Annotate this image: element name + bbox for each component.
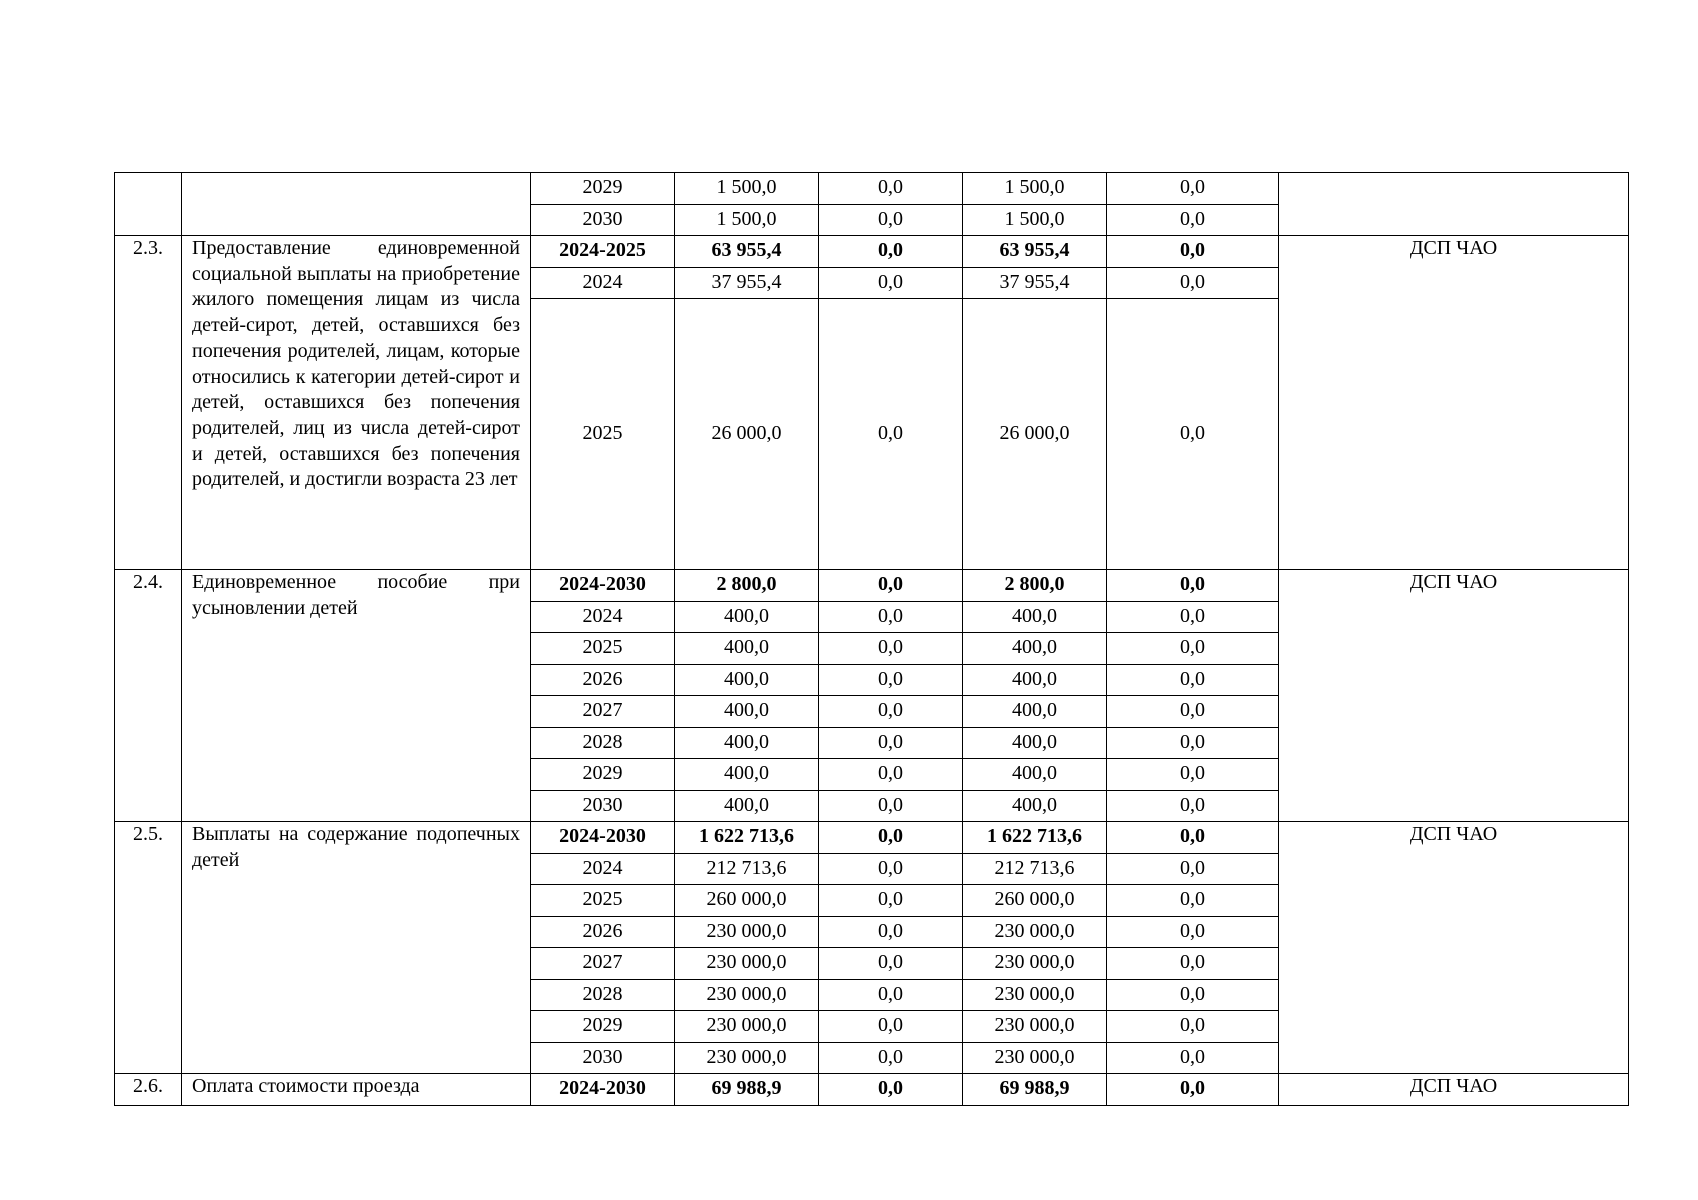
federal-budget-cell: 0,0	[819, 853, 963, 885]
total-cell: 69 988,9	[675, 1074, 819, 1106]
other-sources-cell: 0,0	[1107, 885, 1279, 917]
total-cell: 400,0	[675, 664, 819, 696]
federal-budget-cell: 0,0	[819, 822, 963, 854]
year-cell: 2029	[531, 173, 675, 205]
federal-budget-cell: 0,0	[819, 916, 963, 948]
total-cell: 400,0	[675, 727, 819, 759]
federal-budget-cell: 0,0	[819, 173, 963, 205]
federal-budget-cell: 0,0	[819, 570, 963, 602]
year-cell: 2030	[531, 790, 675, 822]
funding-table	[114, 172, 1629, 1106]
total-cell: 26 000,0	[675, 299, 819, 570]
federal-budget-cell: 0,0	[819, 759, 963, 791]
item-number: 2.3.	[115, 236, 182, 570]
federal-budget-cell: 0,0	[819, 948, 963, 980]
responsible-executor: ДСП ЧАО	[1279, 1074, 1629, 1106]
other-sources-cell: 0,0	[1107, 979, 1279, 1011]
regional-budget-cell: 230 000,0	[963, 1011, 1107, 1043]
year-cell: 2027	[531, 696, 675, 728]
regional-budget-cell: 230 000,0	[963, 916, 1107, 948]
item-number: 2.4.	[115, 570, 182, 822]
total-cell: 400,0	[675, 790, 819, 822]
year-cell: 2024	[531, 267, 675, 299]
other-sources-cell: 0,0	[1107, 664, 1279, 696]
other-sources-cell: 0,0	[1107, 790, 1279, 822]
total-cell: 1 622 713,6	[675, 822, 819, 854]
federal-budget-cell: 0,0	[819, 633, 963, 665]
total-cell: 400,0	[675, 633, 819, 665]
item-name: Выплаты на содержание подопечных детей	[182, 822, 531, 1074]
year-cell: 2024-2025	[531, 236, 675, 268]
item-name: Единовременное пособие при усыновлении детей	[182, 570, 531, 822]
year-cell: 2028	[531, 727, 675, 759]
total-cell: 1 500,0	[675, 173, 819, 205]
federal-budget-cell: 0,0	[819, 601, 963, 633]
other-sources-cell: 0,0	[1107, 267, 1279, 299]
year-cell: 2024	[531, 853, 675, 885]
other-sources-cell: 0,0	[1107, 948, 1279, 980]
regional-budget-cell: 400,0	[963, 633, 1107, 665]
other-sources-cell: 0,0	[1107, 1011, 1279, 1043]
other-sources-cell: 0,0	[1107, 1042, 1279, 1074]
item-name-cell	[182, 173, 531, 236]
year-cell: 2030	[531, 1042, 675, 1074]
total-cell: 37 955,4	[675, 267, 819, 299]
total-cell: 230 000,0	[675, 1042, 819, 1074]
federal-budget-cell: 0,0	[819, 1074, 963, 1106]
year-cell: 2028	[531, 979, 675, 1011]
federal-budget-cell: 0,0	[819, 727, 963, 759]
regional-budget-cell: 230 000,0	[963, 948, 1107, 980]
table-row-total	[115, 236, 1629, 268]
year-cell: 2025	[531, 299, 675, 570]
year-cell: 2029	[531, 1011, 675, 1043]
regional-budget-cell: 69 988,9	[963, 1074, 1107, 1106]
other-sources-cell: 0,0	[1107, 853, 1279, 885]
total-cell: 2 800,0	[675, 570, 819, 602]
regional-budget-cell: 230 000,0	[963, 979, 1107, 1011]
regional-budget-cell: 400,0	[963, 664, 1107, 696]
other-sources-cell: 0,0	[1107, 601, 1279, 633]
federal-budget-cell: 0,0	[819, 979, 963, 1011]
year-cell: 2026	[531, 916, 675, 948]
total-cell: 230 000,0	[675, 979, 819, 1011]
regional-budget-cell: 1 500,0	[963, 173, 1107, 205]
year-cell: 2025	[531, 885, 675, 917]
responsible-executor: ДСП ЧАО	[1279, 570, 1629, 822]
regional-budget-cell: 26 000,0	[963, 299, 1107, 570]
other-sources-cell: 0,0	[1107, 173, 1279, 205]
year-cell: 2025	[531, 633, 675, 665]
regional-budget-cell: 400,0	[963, 727, 1107, 759]
other-sources-cell: 0,0	[1107, 1074, 1279, 1106]
total-cell: 230 000,0	[675, 948, 819, 980]
federal-budget-cell: 0,0	[819, 204, 963, 236]
item-number-cell	[115, 173, 182, 236]
regional-budget-cell: 400,0	[963, 790, 1107, 822]
total-cell: 260 000,0	[675, 885, 819, 917]
regional-budget-cell: 400,0	[963, 696, 1107, 728]
table-row-total	[115, 822, 1629, 854]
regional-budget-cell: 37 955,4	[963, 267, 1107, 299]
item-name: Оплата стоимости проезда	[182, 1074, 531, 1106]
item-name: Предоставление единовременной социальной выплаты на приобретение жилого помещения лицам из числа детей-сирот, детей, оставшихся без попечения родителей, лицам, которые относились к категории детей-сирот и детей, оставшихся без попечения родителей, лиц из числа детей-сирот и детей, оставшихся без попечения родителей, и достигли возраста 23 лет	[182, 236, 531, 570]
other-sources-cell: 0,0	[1107, 696, 1279, 728]
regional-budget-cell: 230 000,0	[963, 1042, 1107, 1074]
regional-budget-cell: 1 622 713,6	[963, 822, 1107, 854]
regional-budget-cell: 2 800,0	[963, 570, 1107, 602]
federal-budget-cell: 0,0	[819, 1042, 963, 1074]
regional-budget-cell: 400,0	[963, 601, 1107, 633]
regional-budget-cell: 400,0	[963, 759, 1107, 791]
federal-budget-cell: 0,0	[819, 299, 963, 570]
year-cell: 2024	[531, 601, 675, 633]
other-sources-cell: 0,0	[1107, 299, 1279, 570]
year-cell: 2024-2030	[531, 1074, 675, 1106]
year-cell: 2024-2030	[531, 570, 675, 602]
table-row-total	[115, 1074, 1629, 1106]
responsible-executor: ДСП ЧАО	[1279, 822, 1629, 1074]
total-cell: 400,0	[675, 696, 819, 728]
other-sources-cell: 0,0	[1107, 759, 1279, 791]
other-sources-cell: 0,0	[1107, 204, 1279, 236]
table-row-total	[115, 570, 1629, 602]
federal-budget-cell: 0,0	[819, 1011, 963, 1043]
total-cell: 230 000,0	[675, 1011, 819, 1043]
regional-budget-cell: 212 713,6	[963, 853, 1107, 885]
other-sources-cell: 0,0	[1107, 633, 1279, 665]
regional-budget-cell: 260 000,0	[963, 885, 1107, 917]
total-cell: 400,0	[675, 759, 819, 791]
total-cell: 212 713,6	[675, 853, 819, 885]
total-cell: 63 955,4	[675, 236, 819, 268]
other-sources-cell: 0,0	[1107, 822, 1279, 854]
total-cell: 230 000,0	[675, 916, 819, 948]
federal-budget-cell: 0,0	[819, 696, 963, 728]
federal-budget-cell: 0,0	[819, 267, 963, 299]
federal-budget-cell: 0,0	[819, 664, 963, 696]
total-cell: 400,0	[675, 601, 819, 633]
federal-budget-cell: 0,0	[819, 885, 963, 917]
responsible-cell	[1279, 173, 1629, 236]
other-sources-cell: 0,0	[1107, 236, 1279, 268]
responsible-executor: ДСП ЧАО	[1279, 236, 1629, 570]
total-cell: 1 500,0	[675, 204, 819, 236]
other-sources-cell: 0,0	[1107, 727, 1279, 759]
regional-budget-cell: 1 500,0	[963, 204, 1107, 236]
year-cell: 2029	[531, 759, 675, 791]
federal-budget-cell: 0,0	[819, 236, 963, 268]
other-sources-cell: 0,0	[1107, 570, 1279, 602]
federal-budget-cell: 0,0	[819, 790, 963, 822]
item-number: 2.5.	[115, 822, 182, 1074]
item-number: 2.6.	[115, 1074, 182, 1106]
year-cell: 2030	[531, 204, 675, 236]
table-row	[115, 173, 1629, 205]
regional-budget-cell: 63 955,4	[963, 236, 1107, 268]
year-cell: 2027	[531, 948, 675, 980]
year-cell: 2026	[531, 664, 675, 696]
other-sources-cell: 0,0	[1107, 916, 1279, 948]
year-cell: 2024-2030	[531, 822, 675, 854]
